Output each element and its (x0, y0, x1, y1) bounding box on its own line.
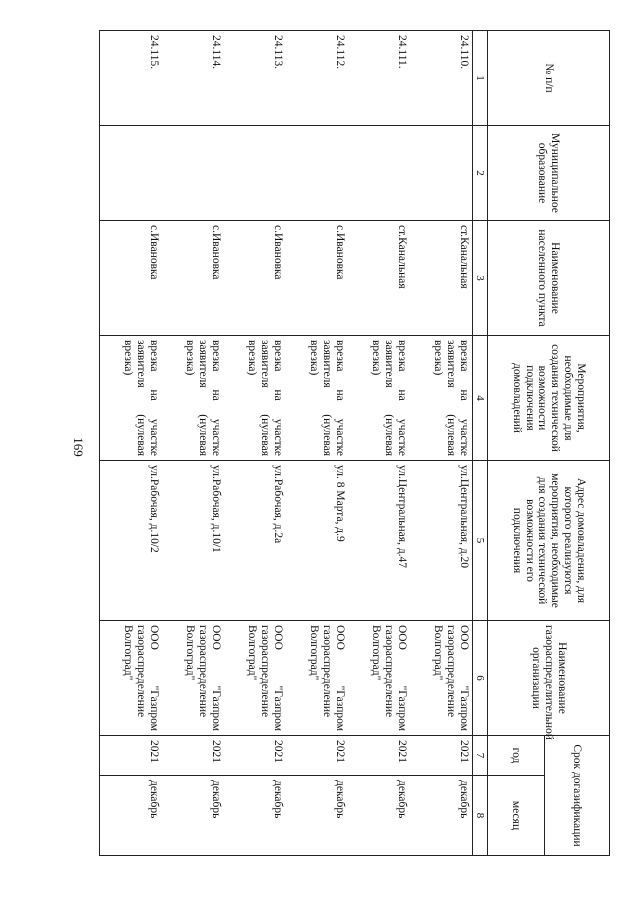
row-number: 24.112. (286, 31, 348, 126)
column-number: 3 (472, 221, 487, 336)
row-address: ул.Рабочая, д.10/1 (162, 461, 224, 621)
row-year: 2021 (162, 736, 224, 776)
header-month: месяц (488, 776, 545, 856)
table-row (99, 31, 162, 856)
row-address: ул.Рабочая, д.10/2 (99, 461, 162, 621)
row-organization: ООО "Газпром газораспределение Волгоград" (410, 621, 473, 736)
table-row (348, 31, 410, 856)
header-number: № п/п (488, 31, 610, 126)
row-measures: врезка на участке заявителя (нулевая врезка) (99, 336, 162, 461)
row-settlement: ст.Канальная (410, 221, 473, 336)
row-year: 2021 (410, 736, 473, 776)
row-measures: врезка на участке заявителя (нулевая врезка) (286, 336, 348, 461)
column-number: 6 (472, 621, 487, 736)
table-row (162, 31, 224, 856)
row-month: декабрь (286, 776, 348, 856)
column-number: 5 (472, 461, 487, 621)
row-year: 2021 (348, 736, 410, 776)
row-measures: врезка на участке заявителя (нулевая врезка) (348, 336, 410, 461)
row-municipality (162, 126, 224, 221)
row-month: декабрь (224, 776, 286, 856)
row-municipality (224, 126, 286, 221)
row-number: 24.113. (224, 31, 286, 126)
header-address: Адрес домовладения, для которого реализуются мероприятия, необходимые для создания технической возможности его подключения (488, 461, 610, 621)
row-organization: ООО "Газпром газораспределение Волгоград" (224, 621, 286, 736)
row-settlement: ст.Канальная (348, 221, 410, 336)
row-organization: ООО "Газпром газораспределение Волгоград" (348, 621, 410, 736)
row-measures: врезка на участке заявителя (нулевая врезка) (162, 336, 224, 461)
header-measures: Мероприятия, необходимые для создания технической возможности подключения домовладений (488, 336, 610, 461)
row-municipality (410, 126, 473, 221)
row-month: декабрь (348, 776, 410, 856)
row-number: 24.115. (99, 31, 162, 126)
row-address: ул.Центральная, д.47 (348, 461, 410, 621)
column-number: 8 (472, 776, 487, 856)
rotated-table-container (90, 30, 610, 855)
row-organization: ООО "Газпром газораспределение Волгоград" (99, 621, 162, 736)
row-settlement: с.Ивановка (286, 221, 348, 336)
row-year: 2021 (286, 736, 348, 776)
row-number: 24.114. (162, 31, 224, 126)
row-settlement: с.Ивановка (162, 221, 224, 336)
row-address: ул.Рабочая, д.2а (224, 461, 286, 621)
row-month: декабрь (410, 776, 473, 856)
page-number: 169 (71, 437, 86, 457)
row-year: 2021 (99, 736, 162, 776)
gasification-table (99, 30, 610, 856)
column-number: 4 (472, 336, 487, 461)
row-measures: врезка на участке заявителя (нулевая врезка) (410, 336, 473, 461)
row-address: ул.Центральная, д.20 (410, 461, 473, 621)
header-deadline-group: Срок догазификации (545, 736, 610, 856)
column-number: 7 (472, 736, 487, 776)
row-organization: ООО "Газпром газораспределение Волгоград" (162, 621, 224, 736)
row-settlement: с.Ивановка (99, 221, 162, 336)
row-settlement: с.Ивановка (224, 221, 286, 336)
row-year: 2021 (224, 736, 286, 776)
row-municipality (99, 126, 162, 221)
row-municipality (286, 126, 348, 221)
row-month: декабрь (99, 776, 162, 856)
table-row (286, 31, 348, 856)
header-municipality: Муниципальное образование (488, 126, 610, 221)
header-settlement: Наименование населенного пункта (488, 221, 610, 336)
row-number: 24.110. (410, 31, 473, 126)
column-number: 1 (472, 31, 487, 126)
column-number: 2 (472, 126, 487, 221)
row-month: декабрь (162, 776, 224, 856)
row-number: 24.111. (348, 31, 410, 126)
header-year: год (488, 736, 545, 776)
header-organization: Наименование газораспределительной организации (488, 621, 610, 736)
table-row (410, 31, 473, 856)
row-address: ул. 8 Марта, д.9 (286, 461, 348, 621)
row-municipality (348, 126, 410, 221)
table-row (224, 31, 286, 856)
row-organization: ООО "Газпром газораспределение Волгоград" (286, 621, 348, 736)
row-measures: врезка на участке заявителя (нулевая врезка) (224, 336, 286, 461)
